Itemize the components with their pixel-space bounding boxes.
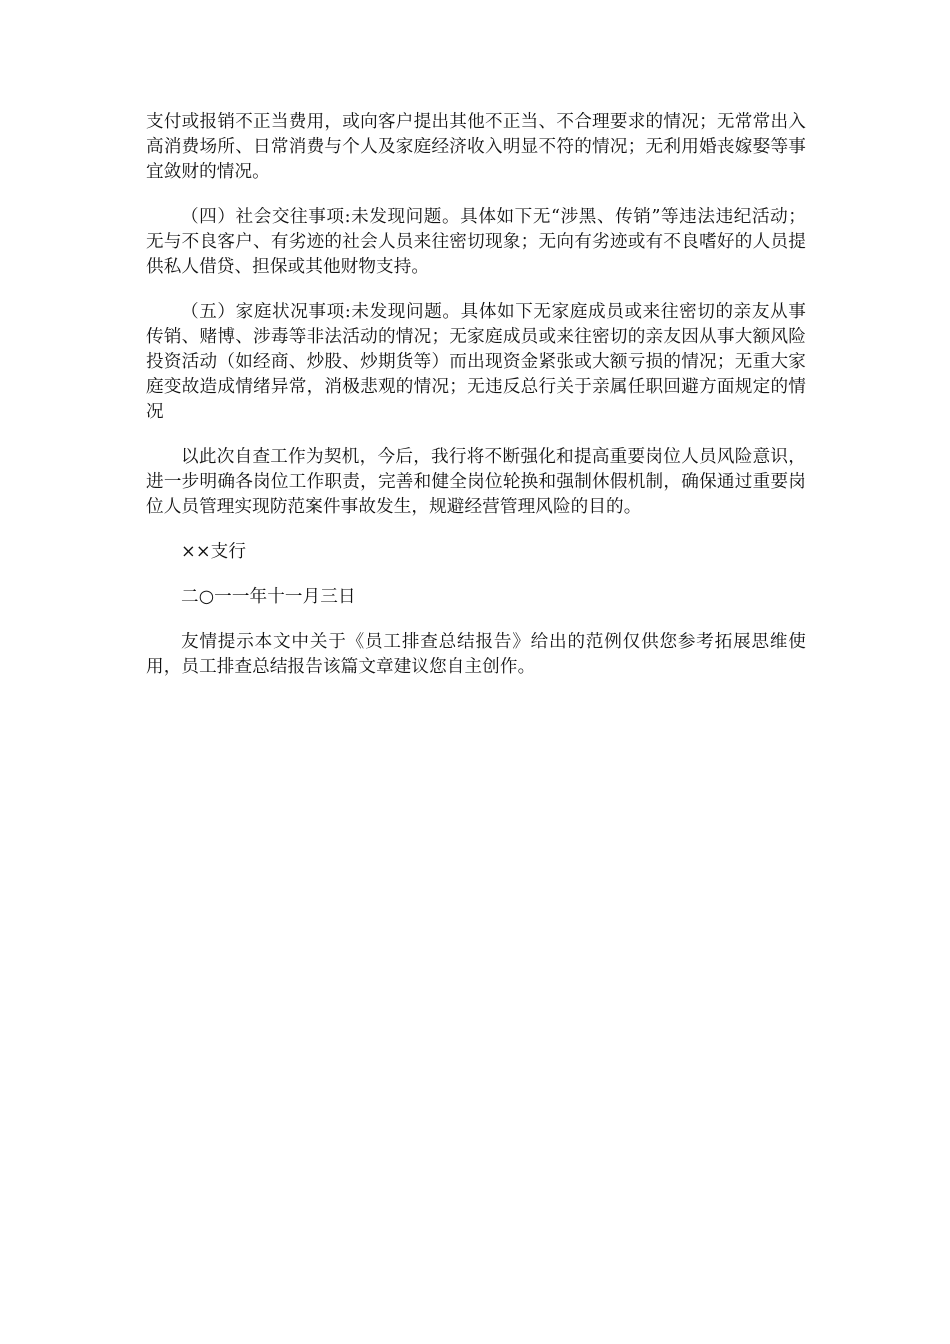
- paragraph-family-status: （五）家庭状况事项:未发现问题。具体如下无家庭成员或来往密切的亲友从事传销、赌博、涉毒等非法活动的情况；无家庭成员或来往密切的亲友因从事大额风险投资活动（如经商、炒股、炒期货等）而出现资金紧张或大额亏损的情况；无重大家庭变故造成情绪异常，消极悲观的情况；无违反总行关于亲属任职回避方面规定的情况: [146, 302, 806, 422]
- document-body: [146, 110, 806, 700]
- paragraph-conclusion: 以此次自查工作为契机，今后，我行将不断强化和提高重要岗位人员风险意识，进一步明确各岗位工作职责，完善和健全岗位轮换和强制休假机制，确保通过重要岗位人员管理实现防范案件事故发生，规避经营管理风险的目的。: [146, 447, 806, 517]
- friendly-tip: 友情提示本文中关于《员工排查总结报告》给出的范例仅供您参考拓展思维使用，员工排查总结报告该篇文章建议您自主创作。: [146, 632, 806, 677]
- paragraph-conduct-continued: 支付或报销不正当费用，或向客户提出其他不正当、不合理要求的情况；无常常出入高消费场所、日常消费与个人及家庭经济收入明显不符的情况；无利用婚丧嫁娶等事宜敛财的情况。: [146, 112, 806, 182]
- signature-date: 二○一一年十一月三日: [181, 587, 356, 607]
- signature-branch: ××支行: [181, 542, 247, 562]
- paragraph-social-interaction: （四）社会交往事项:未发现问题。具体如下无“涉黑、传销”等违法违纪活动；无与不良客户、有劣迹的社会人员来往密切现象；无向有劣迹或有不良嗜好的人员提供私人借贷、担保或其他财物支持。: [146, 207, 806, 277]
